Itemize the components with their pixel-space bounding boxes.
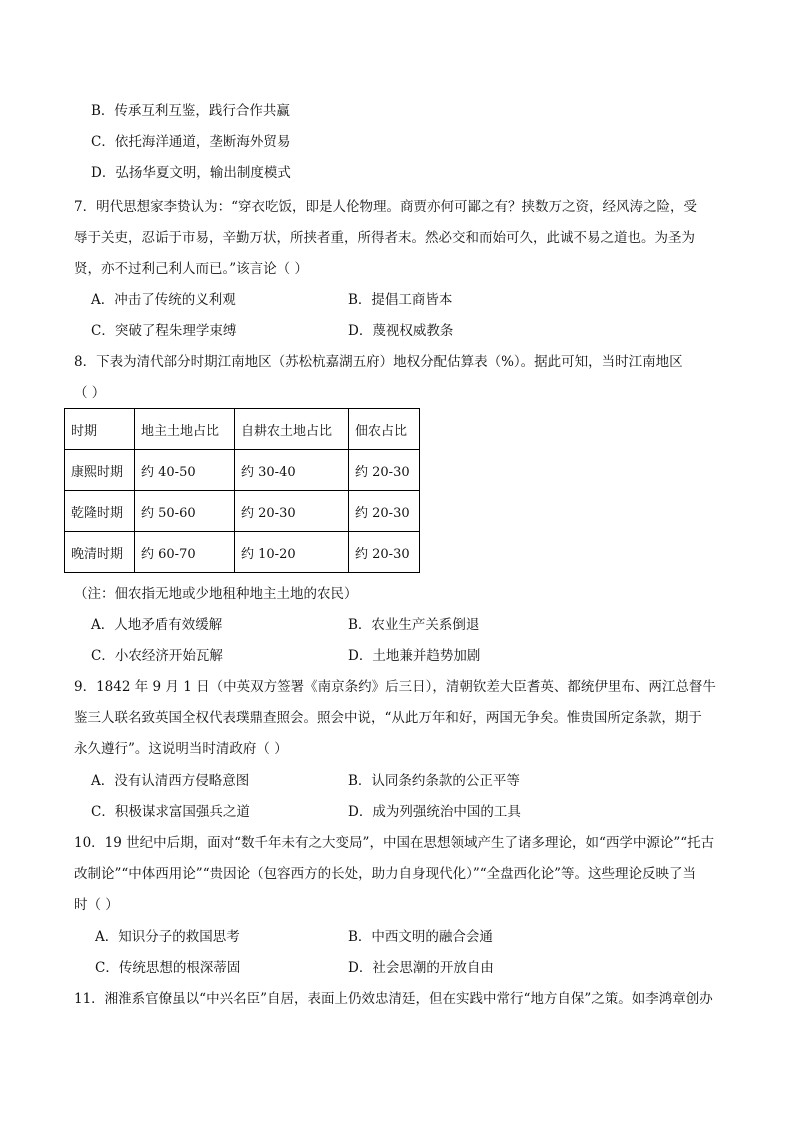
- table-row: [65, 450, 420, 491]
- q10-option-b: B．中西文明的融合会通: [348, 929, 493, 945]
- q8-option-b: B．农业生产关系倒退: [348, 617, 480, 633]
- table-cell: 约 20-30: [349, 450, 420, 491]
- q9-option-b: B．认同条约条款的公正平等: [348, 773, 520, 789]
- table-cell: 约 30-40: [235, 450, 349, 491]
- land-distribution-table: [64, 408, 420, 573]
- q8-option-c: C．小农经济开始瓦解: [91, 648, 223, 664]
- q9-option-d: D．成为列强统治中国的工具: [348, 804, 521, 820]
- q8-table-note: （注：佃农指无地或少地租种地主土地的农民）: [74, 586, 358, 602]
- table-header-cell: 佃农占比: [349, 409, 420, 450]
- table-cell: 约 20-30: [349, 491, 420, 532]
- q10-stem-line-3: 时（ ）: [74, 897, 119, 913]
- q6-option-b: B．传承互利互鉴，践行合作共赢: [91, 103, 290, 119]
- table-cell: 康熙时期: [65, 450, 135, 491]
- table-cell: 约 40-50: [135, 450, 235, 491]
- q10-stem-line-2: 改制论”“中体西用论”“贵因论（包容西方的长处，助力自身现代化）”“全盘西化论”等。这些理论反映了当: [74, 866, 697, 882]
- q10-option-a: A．知识分子的救国思考: [95, 929, 240, 945]
- q9-stem-line-3: 永久遵行”。这说明当时清政府（ ）: [74, 741, 288, 757]
- q9-option-c: C．积极谋求富国强兵之道: [91, 804, 250, 820]
- table-header-cell: 自耕农土地占比: [235, 409, 349, 450]
- q8-option-d: D．土地兼并趋势加剧: [348, 648, 481, 664]
- table-cell: 约 10-20: [235, 532, 349, 573]
- q10-option-c: C．传统思想的根深蒂固: [95, 960, 241, 976]
- table-cell: 约 20-30: [349, 532, 420, 573]
- table-row: [65, 532, 420, 573]
- table-header-cell: 时期: [65, 409, 135, 450]
- table-header-cell: 地主土地占比: [135, 409, 235, 450]
- q9-option-a: A．没有认清西方侵略意图: [91, 773, 250, 789]
- q7-option-b: B．提倡工商皆本: [348, 292, 453, 308]
- q10-option-d: D．社会思潮的开放自由: [348, 960, 494, 976]
- table-row: [65, 491, 420, 532]
- q10-stem-line-1: 10．19 世纪中后期，面对“数千年未有之大变局”，中国在思想领域产生了诸多理论，如“西学中源论”“托古: [74, 835, 715, 851]
- q7-stem-line-3: 贤，亦不过利己利人而已。”该言论（ ）: [74, 261, 308, 277]
- table-cell: 约 20-30: [235, 491, 349, 532]
- q11-stem-line-1: 11．湘淮系官僚虽以“中兴名臣”自居，表面上仍效忠清廷，但在实践中常行“地方自保”之策。如李鸿章创办: [74, 991, 713, 1007]
- q6-option-d: D．弘扬华夏文明，输出制度模式: [91, 165, 291, 181]
- q7-stem-line-2: 辱于关吏，忍诟于市易，辛勤万状，所挟者重，所得者末。然必交和而始可久，此诚不易之道也。为圣为: [74, 230, 695, 246]
- table-cell: 乾隆时期: [65, 491, 135, 532]
- q9-stem-line-2: 鉴三人联名致英国全权代表璞鼎查照会。照会中说，“从此万年和好，两国无争矣。惟贵国所定条款，期于: [74, 710, 702, 726]
- table-cell: 约 50-60: [135, 491, 235, 532]
- q7-option-d: D．蔑视权威教条: [348, 323, 454, 339]
- q6-option-c: C．依托海洋通道，垄断海外贸易: [91, 134, 291, 150]
- q8-stem-line-1: 8．下表为清代部分时期江南地区（苏松杭嘉湖五府）地权分配估算表（%）。据此可知，当时江南地区: [74, 354, 683, 370]
- q7-stem-line-1: 7．明代思想家李贽认为：“穿衣吃饭，即是人伦物理。商贾亦何可鄙之有？挟数万之资，经风涛之险，受: [74, 199, 697, 215]
- table-header-row: [65, 409, 420, 450]
- table-cell: 晚清时期: [65, 532, 135, 573]
- table-cell: 约 60-70: [135, 532, 235, 573]
- q8-stem-line-2: （ ）: [74, 385, 106, 401]
- q7-option-a: A．冲击了传统的义利观: [91, 292, 236, 308]
- q9-stem-line-1: 9．1842 年 9 月 1 日（中英双方签署《南京条约》后三日），清朝钦差大臣耆英、都统伊里布、两江总督牛: [74, 679, 716, 695]
- q8-option-a: A．人地矛盾有效缓解: [91, 617, 223, 633]
- q7-option-c: C．突破了程朱理学束缚: [91, 323, 237, 339]
